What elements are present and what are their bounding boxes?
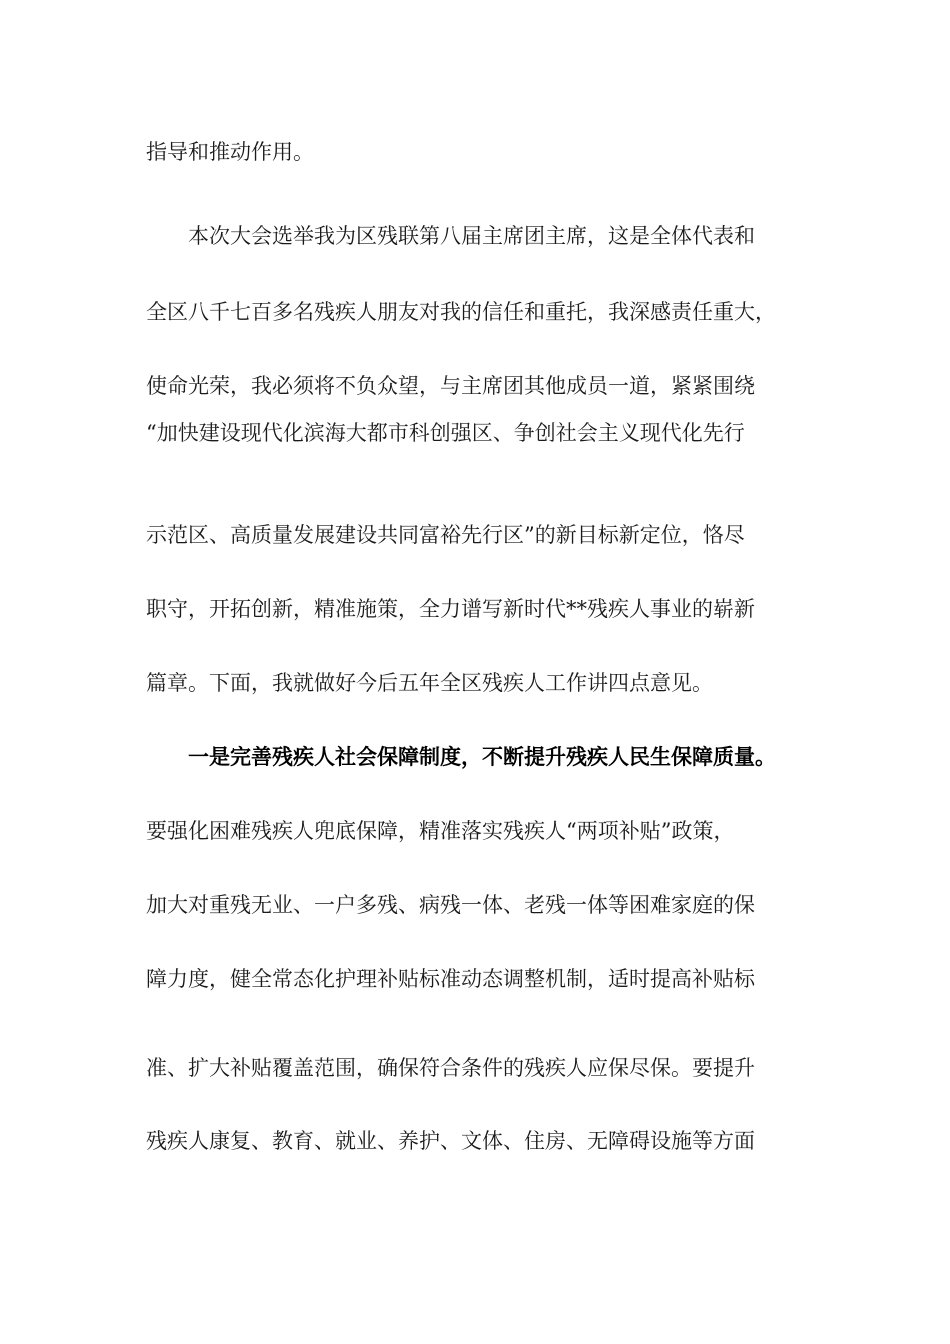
paragraph-line: 指导和推动作用。 [146,140,314,164]
section-heading: 一是完善残疾人社会保障制度，不断提升残疾人民生保障质量。 [188,745,776,769]
paragraph-first-line: 本次大会选举我为区残联第八届主席团主席，这是全体代表和 [188,224,755,248]
paragraph-line: 障力度，健全常态化护理补贴标准动态调整机制，适时提高补贴标 [146,967,755,991]
paragraph-line: 使命光荣，我必须将不负众望，与主席团其他成员一道，紧紧围绕 [146,374,755,398]
paragraph-line: “加快建设现代化滨海大都市科创强区、争创社会主义现代化先行 [146,421,745,445]
paragraph-line: 残疾人康复、教育、就业、养护、文体、住房、无障碍设施等方面 [146,1129,755,1153]
paragraph-line: 准、扩大补贴覆盖范围，确保符合条件的残疾人应保尽保。要提升 [146,1056,755,1080]
paragraph-line: 全区八千七百多名残疾人朋友对我的信任和重托，我深感责任重大， [146,300,776,324]
paragraph-line: 要强化困难残疾人兜底保障，精准落实残疾人“两项补贴”政策， [146,819,735,843]
paragraph-line: 加大对重残无业、一户多残、病残一体、老残一体等困难家庭的保 [146,893,755,917]
paragraph-line: 职守，开拓创新，精准施策，全力谱写新时代**残疾人事业的崭新 [146,597,755,621]
paragraph-line: 篇章。下面，我就做好今后五年全区残疾人工作讲四点意见。 [146,671,713,695]
paragraph-line: 示范区、高质量发展建设共同富裕先行区”的新目标新定位，恪尽 [146,523,745,547]
